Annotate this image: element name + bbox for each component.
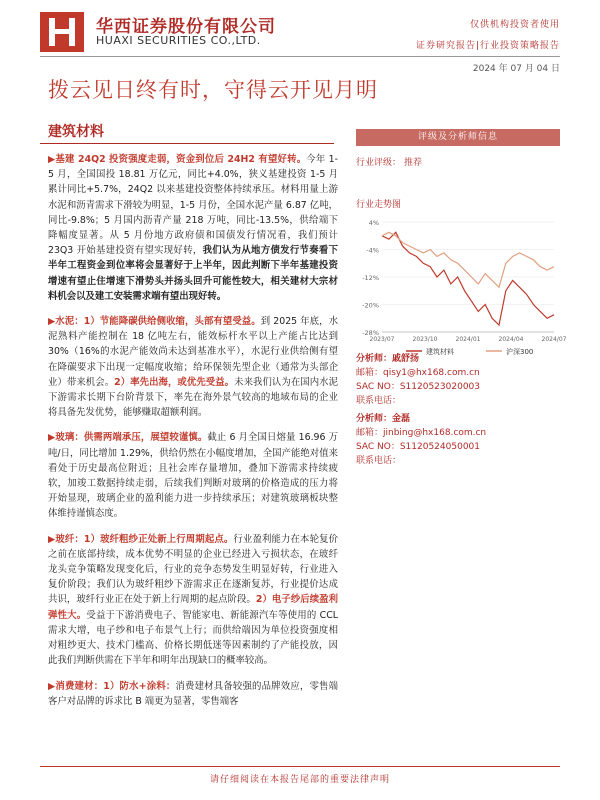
paragraph-subheading: 2）电子纱后续盈利弹性大。	[48, 594, 338, 621]
report-date: 2024 年 07 月 04 日	[472, 64, 560, 74]
rating-value: 推荐	[404, 158, 423, 168]
paragraph-consumer-materials	[48, 679, 338, 709]
paragraph-text: 行业盈利能力在本轮复价之前在底部持续，成本优势不明显的企业已经进入亏损状态，在玻纤龙头竞争策略发现变化后，行业的竞争态势发生明显好转，行业进入复价阶段；我们认为玻纤粗纱下游需求正在逐渐复苏，行业提价达成共识，玻纤行业正在处于新上行周期的起点阶段。	[48, 533, 338, 606]
paragraph-subheading: 1）防水+涂料：	[103, 680, 176, 692]
legend-label: 建筑材料	[426, 348, 454, 356]
paragraph-text: 消费建材具备较强的品牌效应，零售端客户对品牌的诉求比 B 端更为显著，零售端客	[48, 680, 338, 707]
industry-name: 建筑材料	[48, 124, 104, 140]
analyst-name: 分析师：戚舒扬	[356, 354, 420, 364]
series-line	[382, 232, 554, 325]
legal-notice: 请仔细阅读在本报告尾部的重要法律声明	[209, 775, 390, 785]
analyst-phone: 联系电话：	[356, 396, 402, 406]
company-logo-icon	[40, 12, 84, 52]
trend-chart	[356, 214, 567, 364]
trend-chart-svg	[356, 214, 567, 364]
analyst-email: 邮箱：qisy1@hx168.com.cn	[356, 368, 480, 378]
paragraph-text: 未来我们认为在国内水泥下游需求长期下台阶背景下，率先在海外景气较高的地域布局的企业将具备先发优势，能够赚取超额利润。	[48, 376, 338, 419]
paragraph-heading: ▶消费建材：	[48, 680, 104, 692]
paragraph-text: 今年 1-5 月，全国国投 18.81 万亿元，同比+4.0%，狭义基建投资 1-5 月累计同比+5.7%，24Q2 以来基建投资整体持续承压。材料用量上游水泥和沥青需求下滑较为明显，1-5 月份，全国水泥产量 6.87 亿吨，同比-9.8%；5 月国内沥青产量 218 万吨，同比-13.5%，供给端下降幅度显著。从 5 月份地方政府债和国债发行情况看，我们预计 23Q3 开始基建投资有望实现好转，	[48, 154, 338, 257]
paragraph-infrastructure	[48, 152, 338, 304]
sidebar	[356, 129, 567, 364]
rating-label: 行业评级：	[356, 158, 402, 168]
company-name-cn: 华西证券股份有限公司	[96, 17, 276, 37]
analyst-sac: SAC NO：S1120523020003	[356, 382, 480, 392]
analyst-name: 分析师：金磊	[356, 414, 411, 424]
paragraph-subheading: 供需两端承压，展望较谨慎。	[83, 432, 208, 444]
analyst-phone: 联系电话：	[356, 456, 402, 466]
report-title: 拨云见日终有时，守得云开见月明	[48, 78, 378, 102]
sidebar-header: 评级及分析师信息	[356, 129, 560, 146]
y-tick-label: -20%	[362, 301, 379, 310]
paragraph-fiberglass	[48, 532, 338, 669]
investor-tag: 仅供机构投资者使用	[469, 20, 560, 30]
paragraph-text: 到 2025 年底，水泥熟料产能控制在 18 亿吨左右，能效标杆水平以上产能占比达到 30%（16%的水泥产能效尚未达到基准水平），水泥行业供给侧有望在降碳要求下出现一定幅度收缩；给环保领先型企业（通常为头部企业）带来机会。	[48, 316, 338, 388]
paragraph-text: 受益于下游消费电子、智能家电、新能源汽车等使用的 CCL 需求大增，电子纱和电子布景气上行；而供给端因为单位投资强度相对粗纱更大、技术门槛高、价格长期低迷等因素制约了产能投放，因此我们判断供需在下半年和明年出现缺口的概率较高。	[48, 609, 338, 667]
analyst-card	[356, 412, 560, 468]
chart-title: 行业走势图	[356, 200, 402, 210]
analyst-email: 邮箱：jinbing@hx168.com.cn	[356, 428, 487, 438]
series-line	[382, 232, 554, 287]
y-tick-label: -12%	[362, 274, 379, 282]
footer-divider	[40, 766, 560, 767]
y-tick-label: 4%	[368, 219, 379, 227]
paragraph-subheading: 1）玻纤粗纱正处新上行周期起点。	[83, 533, 234, 545]
paragraph-heading: ▶水泥：	[48, 316, 84, 328]
header-divider	[40, 56, 560, 57]
y-tick-label: -4%	[366, 246, 379, 255]
company-name-en: HUAXI SECURITIES CO.,LTD.	[96, 34, 261, 47]
industry-divider	[40, 143, 334, 144]
x-tick-label: 2023/07	[369, 336, 395, 343]
paragraph-heading: ▶玻纤：	[48, 533, 84, 545]
paragraph-glass	[48, 430, 338, 521]
analyst-card	[356, 352, 560, 408]
x-tick-label: 2024/07	[541, 336, 567, 343]
legend-label: 沪深300	[506, 348, 534, 356]
analyst-sac: SAC NO：S1120524050001	[356, 442, 480, 452]
x-tick-label: 2024/01	[455, 336, 481, 343]
report-body	[48, 152, 338, 719]
x-tick-label: 2024/04	[498, 336, 524, 343]
paragraph-heading: ▶基建 24Q2 投资强度走弱，资金到位后 24H2 有望好转。	[48, 154, 307, 165]
paragraph-text: 截止 6 月全国日熔量 16.96 万吨/日，同比增加 1.29%，供给仍然在小幅度增加，全国产能绝对值来看处于历史最高位附近；且社会库存量增加，叠加下游需求持续疲软，加竣工数据持续走弱，后续我们判断对玻璃的价格造成的压力将开始显现，玻璃企业的盈利能力进一步持续承压；对建筑玻璃板块整体维持谨慎态度。	[48, 432, 338, 520]
paragraph-bold-text: 我们认为从地方债发行节奏看下半年工程资金到位率将会显著好于上半年，因此判断下半年基建投资增速有望止住增速下滑势头并扬头回升可能性较大，相关建材大宗材料机会以及建工安装需求端有望出现好转。	[48, 245, 338, 302]
paragraph-cement	[48, 314, 338, 420]
paragraph-subheading: 2）率先出海，或优先受益。	[114, 376, 235, 388]
industry-rating	[356, 156, 560, 171]
paragraph-subheading: 1）节能降碳供给侧收缩，头部有望受益。	[83, 316, 261, 328]
report-type-tag: 证券研究报告|行业投资策略报告	[415, 41, 560, 51]
y-tick-label: -28%	[362, 329, 379, 337]
x-tick-label: 2023/10	[412, 336, 438, 343]
paragraph-heading: ▶玻璃：	[48, 432, 84, 444]
